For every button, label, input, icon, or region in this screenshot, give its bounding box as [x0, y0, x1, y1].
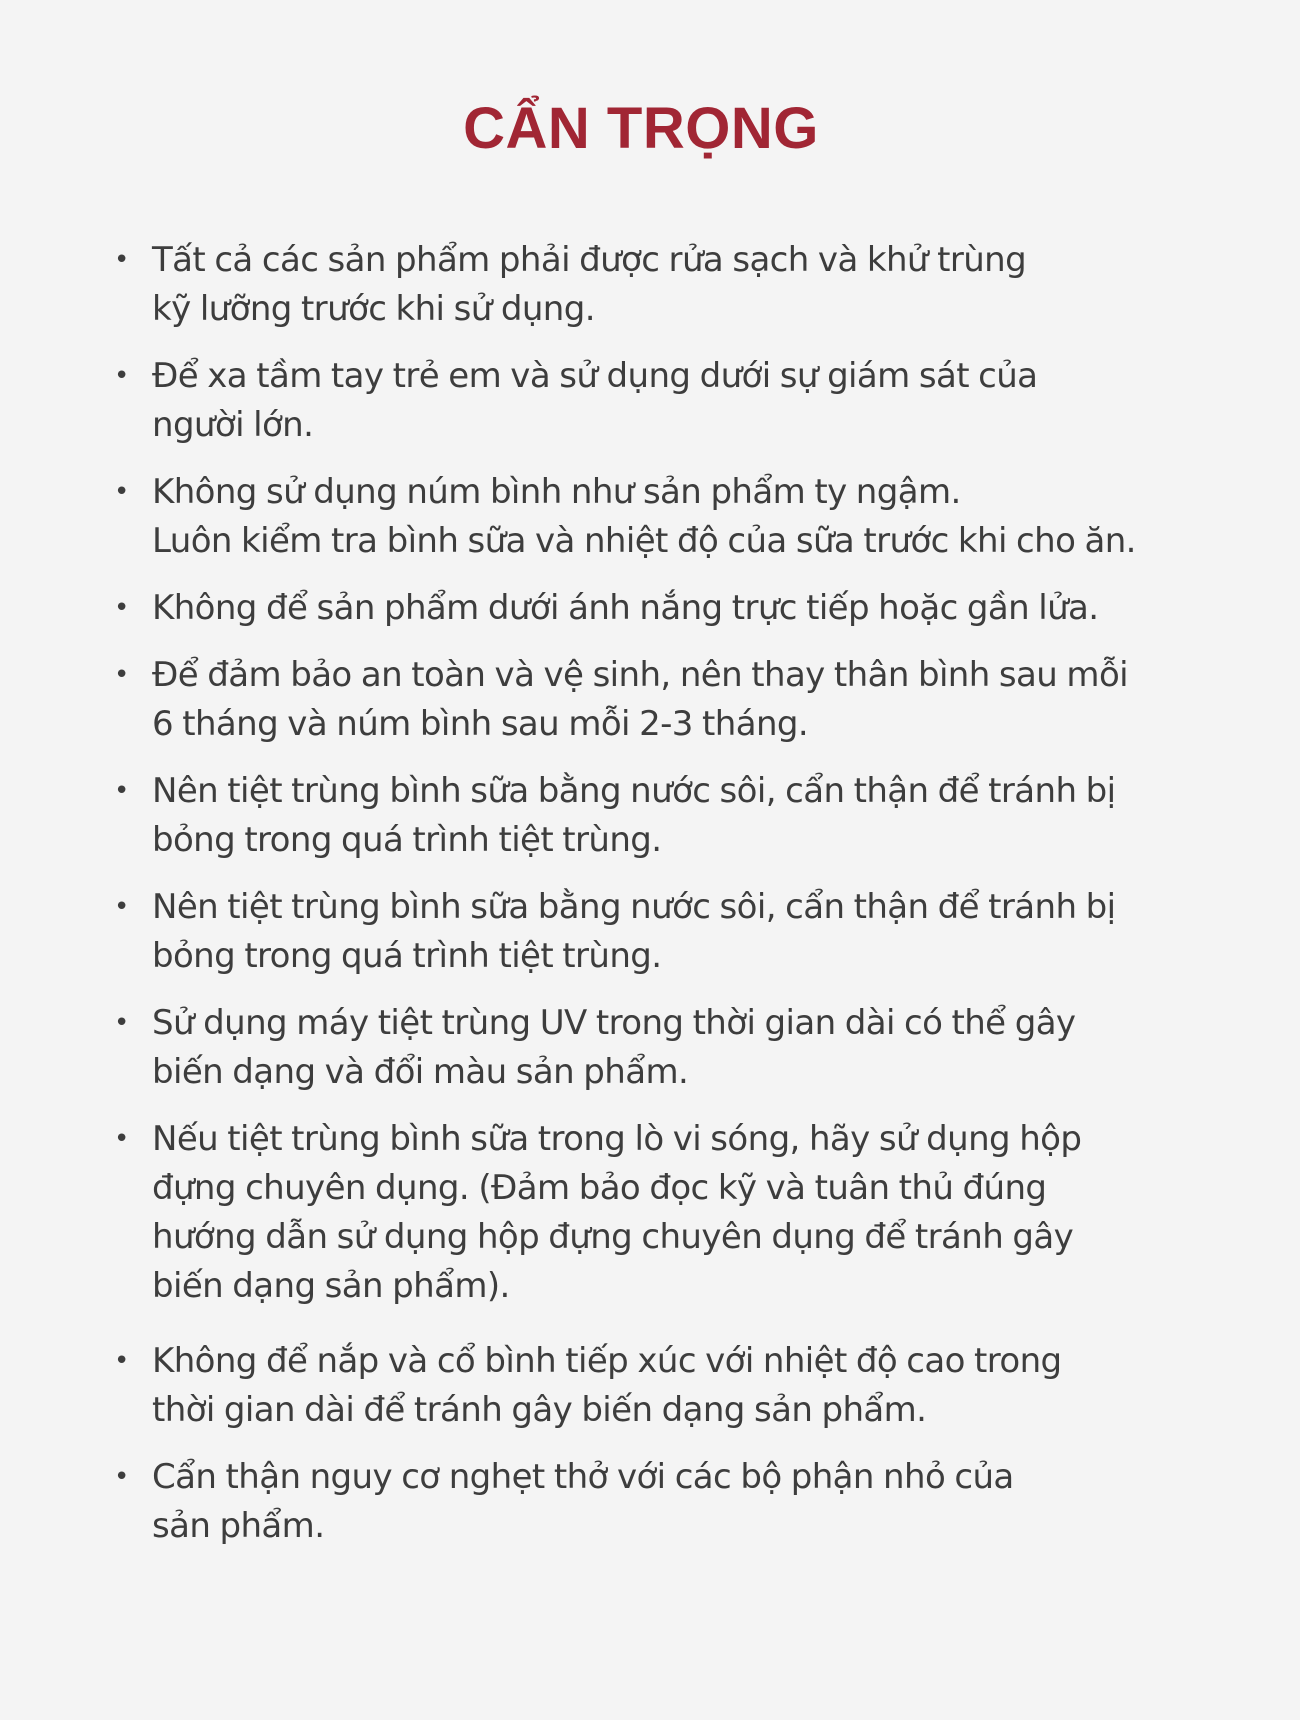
- caution-item-text-line: Để xa tầm tay trẻ em và sử dụng dưới sự giám sát của: [152, 356, 1038, 396]
- bullet-icon: •: [114, 1124, 129, 1154]
- caution-item-text-line: sản phẩm.: [152, 1506, 325, 1546]
- bullet-icon: •: [114, 245, 129, 275]
- caution-item-text-line: Luôn kiểm tra bình sữa và nhiệt độ của sữa trước khi cho ăn.: [152, 521, 1136, 561]
- caution-item-text-line: hướng dẫn sử dụng hộp đựng chuyên dụng để tránh gây: [152, 1217, 1074, 1257]
- caution-item: [110, 1337, 1220, 1435]
- bullet-icon: •: [114, 1008, 129, 1038]
- bullet-icon: •: [114, 477, 129, 507]
- caution-item-text-line: bỏng trong quá trình tiệt trùng.: [152, 936, 662, 976]
- caution-item-text-line: Không để nắp và cổ bình tiếp xúc với nhiệt độ cao trong: [152, 1341, 1062, 1381]
- caution-item: [110, 468, 1220, 566]
- caution-list: [110, 236, 1220, 1569]
- caution-item-text-line: biến dạng và đổi màu sản phẩm.: [152, 1052, 689, 1092]
- caution-item-text-line: bỏng trong quá trình tiệt trùng.: [152, 820, 662, 860]
- caution-item: [110, 999, 1220, 1097]
- caution-item-text-line: Sử dụng máy tiệt trùng UV trong thời gian dài có thể gây: [152, 1003, 1076, 1043]
- bullet-icon: •: [114, 1462, 129, 1492]
- caution-item: [110, 1453, 1220, 1551]
- caution-item-text-line: Cẩn thận nguy cơ nghẹt thở với các bộ phận nhỏ của: [152, 1457, 1014, 1497]
- caution-item-text-line: Để đảm bảo an toàn và vệ sinh, nên thay thân bình sau mỗi: [152, 655, 1128, 695]
- caution-item: [110, 651, 1220, 749]
- bullet-icon: •: [114, 1346, 129, 1376]
- caution-item: [110, 584, 1220, 633]
- caution-item: [110, 352, 1220, 450]
- caution-item-text-line: 6 tháng và núm bình sau mỗi 2-3 tháng.: [152, 704, 809, 744]
- bullet-icon: •: [114, 361, 129, 391]
- caution-item-text-line: Tất cả các sản phẩm phải được rửa sạch và khử trùng: [152, 240, 1027, 280]
- caution-item-text-line: Nên tiệt trùng bình sữa bằng nước sôi, cẩn thận để tránh bị: [152, 771, 1116, 811]
- caution-item-text-line: đựng chuyên dụng. (Đảm bảo đọc kỹ và tuân thủ đúng: [152, 1168, 1047, 1208]
- page-title: CẨN TRỌNG: [463, 96, 819, 161]
- caution-item-text-line: kỹ lưỡng trước khi sử dụng.: [152, 289, 595, 329]
- caution-item: [110, 236, 1220, 334]
- caution-item: [110, 767, 1220, 865]
- caution-item-text-line: Không sử dụng núm bình như sản phẩm ty ngậm.: [152, 472, 961, 512]
- bullet-icon: •: [114, 660, 129, 690]
- caution-item-text-line: người lớn.: [152, 405, 314, 445]
- caution-item-text-line: Không để sản phẩm dưới ánh nắng trực tiếp hoặc gần lửa.: [152, 588, 1099, 628]
- caution-item-text-line: Nên tiệt trùng bình sữa bằng nước sôi, cẩn thận để tránh bị: [152, 887, 1116, 927]
- caution-item: [110, 883, 1220, 981]
- caution-item-text-line: biến dạng sản phẩm).: [152, 1266, 510, 1306]
- caution-item-text-line: Nếu tiệt trùng bình sữa trong lò vi sóng, hãy sử dụng hộp: [152, 1119, 1082, 1159]
- bullet-icon: •: [114, 776, 129, 806]
- bullet-icon: •: [114, 892, 129, 922]
- caution-item-text-line: thời gian dài để tránh gây biến dạng sản phẩm.: [152, 1390, 927, 1430]
- caution-item: [110, 1115, 1220, 1311]
- bullet-icon: •: [114, 593, 129, 623]
